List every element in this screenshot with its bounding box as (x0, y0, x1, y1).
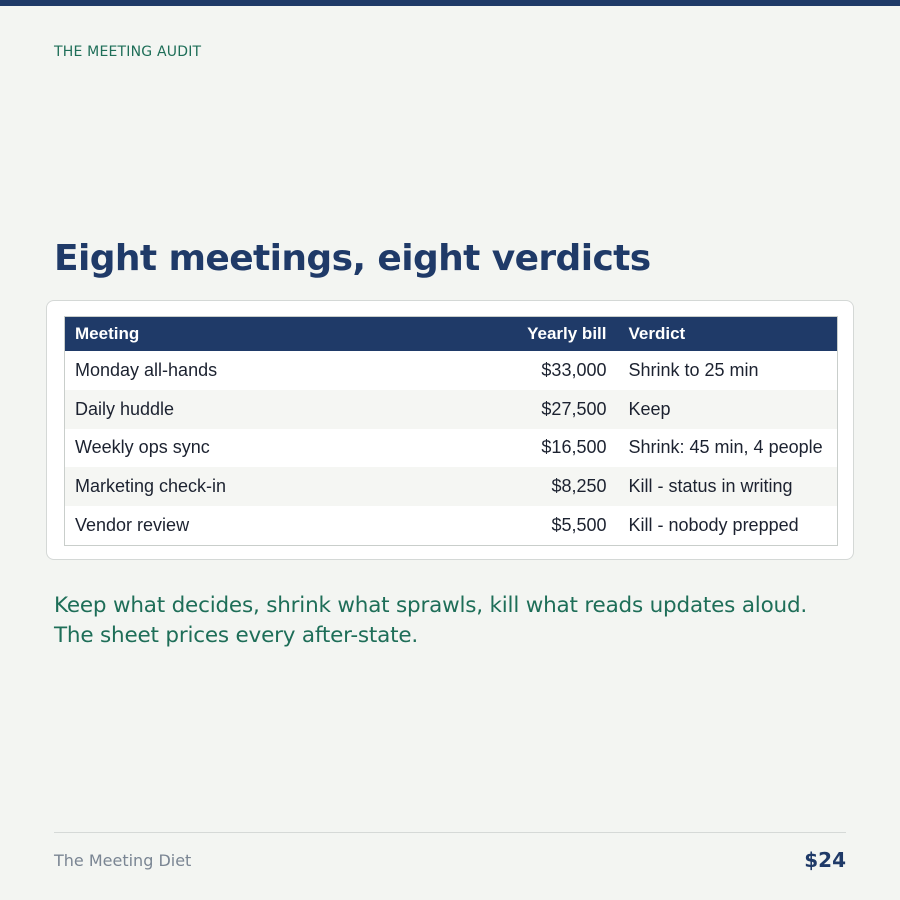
footer-divider (54, 832, 846, 833)
top-accent-bar (0, 0, 900, 6)
yearly-bill-cell: $33,000 (395, 351, 619, 390)
footer-price: $24 (804, 848, 846, 872)
page-title: Eight meetings, eight verdicts (54, 238, 651, 279)
meeting-name-cell: Monday all-hands (65, 351, 395, 390)
meeting-name-cell: Marketing check-in (65, 467, 395, 506)
yearly-bill-cell: $8,250 (395, 467, 619, 506)
verdict-cell: Shrink: 45 min, 4 people (619, 429, 838, 468)
table-row (65, 351, 838, 390)
meetings-table (64, 316, 838, 546)
column-header-yearly-bill: Yearly bill (395, 317, 619, 352)
table-row (65, 506, 838, 545)
table-row (65, 467, 838, 506)
verdict-cell: Kill - status in writing (619, 467, 838, 506)
table-row (65, 390, 838, 429)
yearly-bill-cell: $16,500 (395, 429, 619, 468)
meeting-name-cell: Daily huddle (65, 390, 395, 429)
table-header-row (65, 317, 838, 352)
verdict-cell: Keep (619, 390, 838, 429)
column-header-verdict: Verdict (619, 317, 838, 352)
footer-product-name: The Meeting Diet (54, 851, 192, 870)
meeting-name-cell: Weekly ops sync (65, 429, 395, 468)
verdict-cell: Shrink to 25 min (619, 351, 838, 390)
table-row (65, 429, 838, 468)
summary-text: Keep what decides, shrink what sprawls, kill what reads updates aloud. The sheet prices every after-state. (54, 593, 808, 648)
column-header-meeting: Meeting (65, 317, 395, 352)
meeting-name-cell: Vendor review (65, 506, 395, 545)
meetings-table-card (46, 300, 854, 560)
section-eyebrow: THE MEETING AUDIT (54, 44, 202, 60)
yearly-bill-cell: $5,500 (395, 506, 619, 545)
verdict-cell: Kill - nobody prepped (619, 506, 838, 545)
yearly-bill-cell: $27,500 (395, 390, 619, 429)
